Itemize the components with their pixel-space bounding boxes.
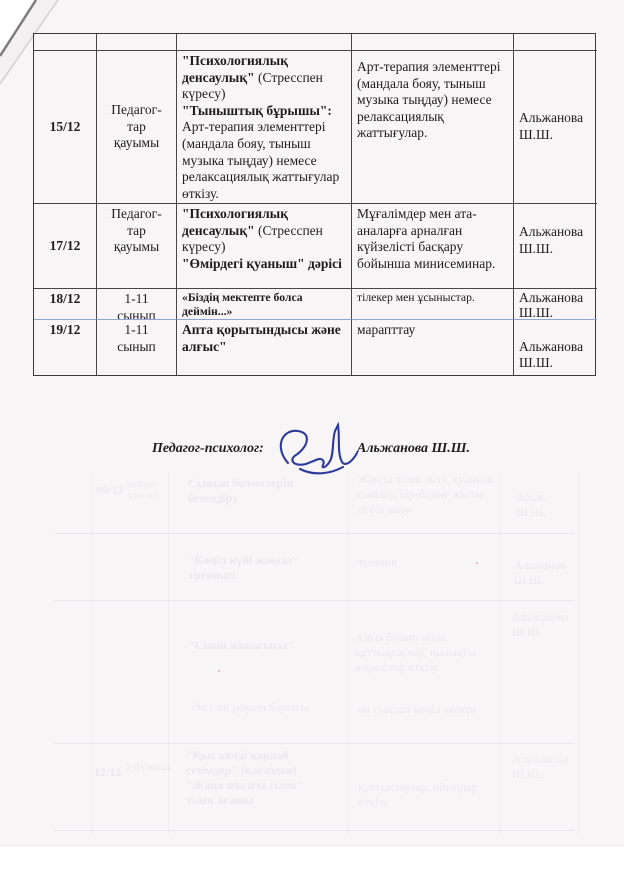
bleedthrough-text: Сынып бөлмелерін безендіру bbox=[188, 476, 294, 505]
responsible-name: Альжанова Ш.Ш. bbox=[519, 338, 584, 371]
description-text: тілекер мен ұсыныстар. bbox=[357, 291, 475, 304]
bleedthrough-text: "Сыни жинағысы" bbox=[188, 638, 295, 652]
activity-title: "Тыныштық бұрышы": bbox=[182, 102, 332, 118]
audience-value: 1-11 сынып bbox=[117, 291, 156, 320]
audience-value: Педагог-тар қауымы bbox=[111, 206, 162, 255]
date-cell bbox=[34, 289, 97, 320]
audience-cell bbox=[97, 51, 177, 204]
header-cell-empty bbox=[514, 34, 597, 51]
bleedthrough-text: ән тыңдап көңіл көтеру bbox=[358, 702, 478, 716]
audience-value: 1-11 сынып bbox=[117, 322, 156, 354]
activity-text: (Стресспен күресу) bbox=[182, 69, 323, 102]
activity-cell bbox=[177, 51, 352, 204]
responsible-cell bbox=[514, 289, 597, 320]
bleedthrough-text: мектеп ұжымы bbox=[128, 479, 157, 501]
date-cell bbox=[34, 320, 97, 375]
bleedthrough-text: Альжанов Ш.Ш. bbox=[514, 558, 566, 587]
description-cell bbox=[352, 289, 514, 320]
description-text: Мұғалімдер мен ата-аналарға арналған күйзелісті басқару бойынша минисеминар. bbox=[357, 206, 496, 271]
signature-label: Педагог-психолог: bbox=[152, 441, 264, 456]
bleedthrough-text: 12/12 bbox=[94, 765, 122, 779]
header-cell-empty bbox=[177, 34, 352, 51]
responsible-cell bbox=[514, 320, 597, 375]
audience-cell bbox=[97, 289, 177, 320]
bleedthrough-text: құттықтаулар, ойындар өткізу bbox=[358, 780, 478, 809]
responsible-cell bbox=[514, 204, 597, 289]
responsible-name: Альжанова Ш.Ш. bbox=[519, 224, 584, 256]
audience-value: Педагог-тар қауымы bbox=[111, 102, 162, 151]
header-cell-empty bbox=[34, 34, 97, 51]
bleedthrough-text: Альжанова Ш.Ш. bbox=[512, 752, 569, 781]
bleedthrough-text: 5-8 сынып bbox=[126, 762, 171, 773]
bleedthrough-text: Ән сәні уақыт барысы bbox=[192, 700, 309, 714]
bleedthrough-text: Жақсы тілек айту, қуаныш сыйлау, бір-біріне жылы лебіз жазу bbox=[358, 472, 494, 516]
bleedthrough-text: "Көңіл күйі жақсы" тренингі bbox=[188, 553, 299, 582]
bleedthrough-text: Альж. Ш.Ш. bbox=[516, 490, 548, 519]
signature-name: Альжанова Ш.Ш. bbox=[357, 441, 471, 456]
audience-cell bbox=[97, 320, 177, 375]
responsible-name: Альжанова Ш.Ш. bbox=[519, 110, 584, 142]
date-value: 18/12 bbox=[49, 291, 81, 306]
date-cell bbox=[34, 51, 97, 204]
scanner-background bbox=[0, 845, 624, 877]
date-value: 17/12 bbox=[49, 237, 81, 253]
activity-title: Апта қорытындысы және алғыс" bbox=[182, 322, 341, 354]
header-cell-empty bbox=[97, 34, 177, 51]
activity-title: "Психологиялық денсаулық" bbox=[182, 53, 289, 85]
description-text: марапттау bbox=[357, 322, 416, 337]
bleedthrough-text: Аңыз болып ойна, құттықтаулар, қызықты жарыстар өткізу bbox=[355, 630, 476, 674]
header-cell-empty bbox=[352, 34, 514, 51]
activity-text: Арт-терапия элементтері (мандала бояу, тыныш музыка тыңдау) немесе релаксациялық жаттығулар өткізу. bbox=[182, 119, 340, 201]
responsible-cell bbox=[514, 51, 597, 204]
date-value: 19/12 bbox=[49, 322, 81, 337]
activity-title: "Өмірдегі қуаныш" дәрісі bbox=[182, 255, 342, 271]
date-value: 15/12 bbox=[49, 118, 81, 134]
activity-title: "Психологиялық денсаулық" bbox=[182, 206, 289, 238]
activity-title: «Біздің мектепте болса деймін...» bbox=[182, 291, 303, 318]
description-cell bbox=[352, 51, 514, 204]
bleedthrough-text: "Қыс келді қардай сезімдер" (қағаздан) "Жаңа жылғы тілек" тілек ағашы bbox=[186, 748, 304, 807]
activity-text: (Стресспен күресу) bbox=[182, 222, 323, 255]
audience-cell bbox=[97, 204, 177, 289]
activity-cell bbox=[177, 320, 352, 375]
responsible-name: Альжанова Ш.Ш. bbox=[519, 290, 584, 320]
activity-cell bbox=[177, 289, 352, 320]
description-cell bbox=[352, 204, 514, 289]
description-text: Арт-терапия элементтері (мандала бояу, тыныш музыка тыңдау) немесе релаксациялық жаттығулар. bbox=[357, 59, 501, 141]
date-cell bbox=[34, 204, 97, 289]
bleedthrough-text: Альжанова Ш.Ш. bbox=[512, 610, 569, 639]
bleedthrough-text: тренинг bbox=[358, 555, 399, 569]
signature-block bbox=[0, 433, 624, 483]
activity-cell bbox=[177, 204, 352, 289]
description-cell bbox=[352, 320, 514, 375]
schedule-table bbox=[33, 33, 596, 376]
bleedthrough-text: 09/12 bbox=[96, 483, 124, 497]
